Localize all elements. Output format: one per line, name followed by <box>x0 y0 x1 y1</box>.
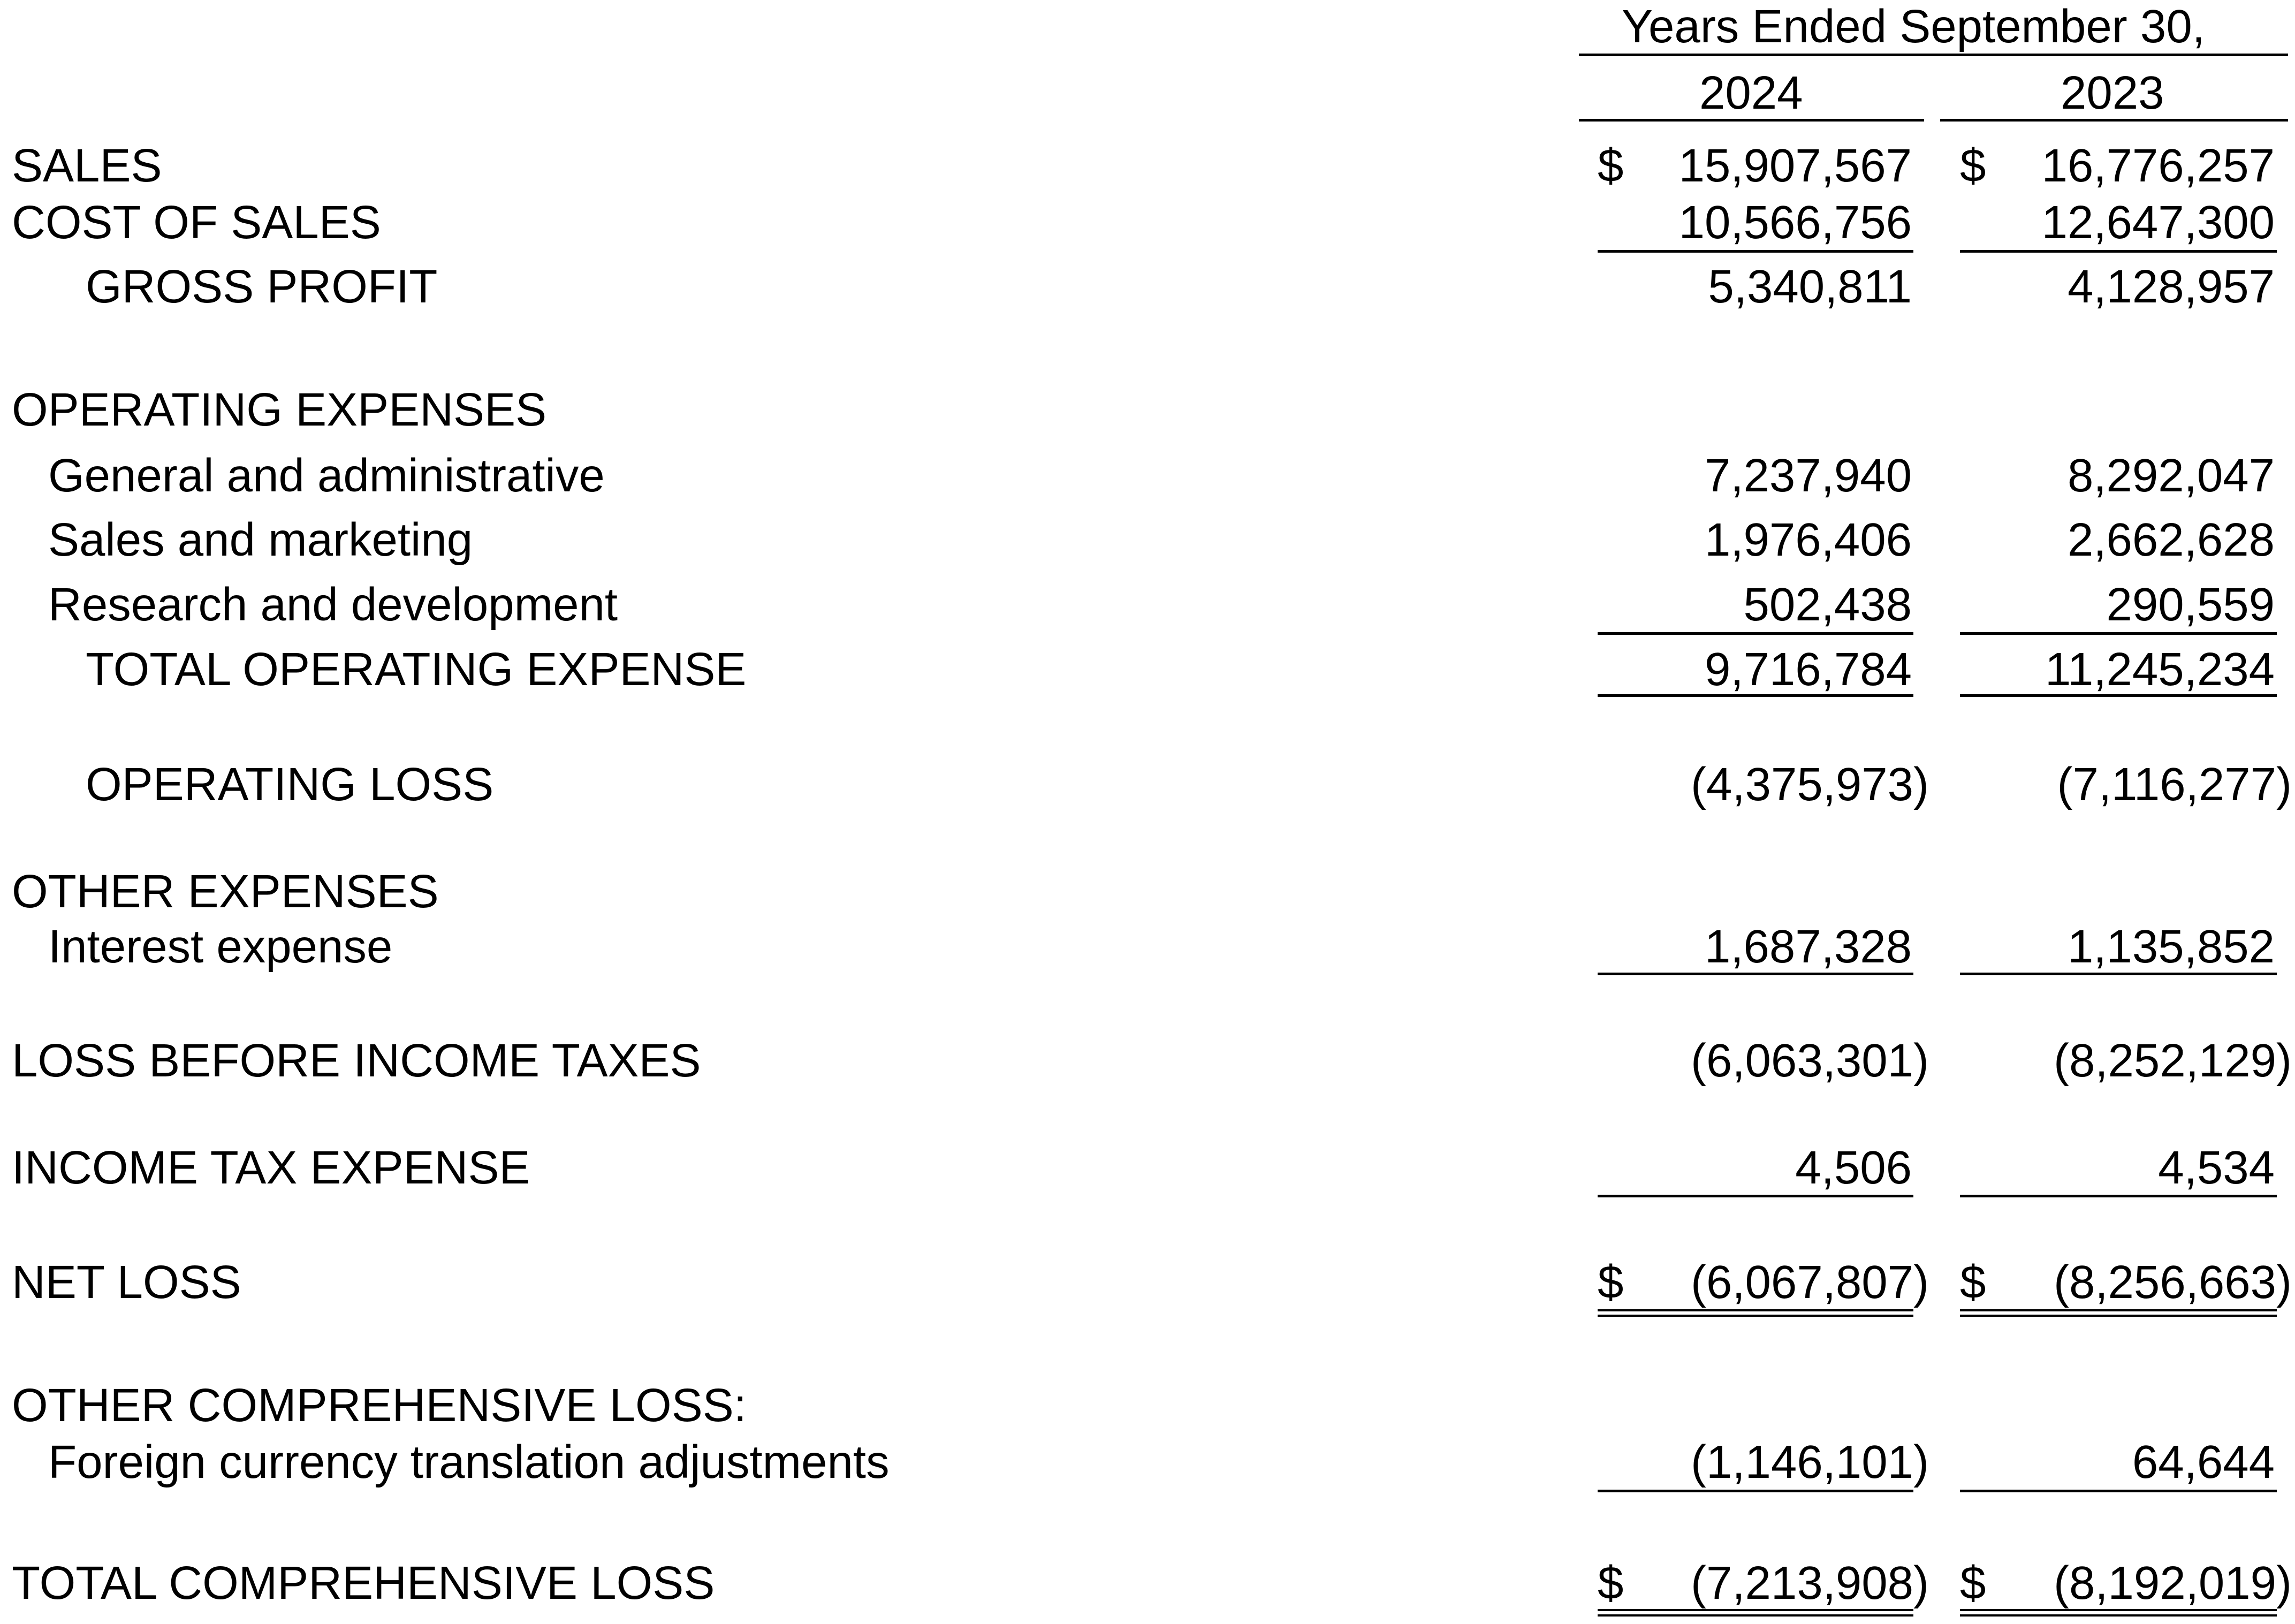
cost-of-sales-2024-value: 10,566,756 <box>1678 196 1912 248</box>
interest-expense-label: Interest expense <box>48 921 393 973</box>
research-development-2023-rule <box>1960 632 2277 635</box>
fx-translation-2023-value: 64,644 <box>2132 1436 2275 1488</box>
total-operating-expense-2024-value: 9,716,784 <box>1704 643 1912 695</box>
net-loss-2024-double-rule <box>1598 1309 1913 1317</box>
income-tax-expense-2024-rule <box>1598 1195 1913 1197</box>
cost-of-sales-2023-rule <box>1960 250 2277 253</box>
research-development-2024-rule <box>1598 632 1913 635</box>
interest-expense-2024-rule <box>1598 973 1913 975</box>
column-header-2023: 2023 <box>2061 67 2164 119</box>
research-development-label: Research and development <box>48 579 618 631</box>
fx-translation-label: Foreign currency translation adjustments <box>48 1436 890 1488</box>
general-admin-label: General and administrative <box>48 450 605 502</box>
sales-2024-value: 15,907,567 <box>1678 140 1912 192</box>
total-comprehensive-loss-2024-currency: $ <box>1598 1557 1624 1609</box>
other-comprehensive-heading: OTHER COMPREHENSIVE LOSS: <box>12 1379 747 1431</box>
loss-before-taxes-label: LOSS BEFORE INCOME TAXES <box>12 1035 701 1087</box>
income-tax-expense-2023-value: 4,534 <box>2158 1142 2275 1194</box>
column-header-2024: 2024 <box>1699 67 1803 119</box>
gross-profit-2024-value: 5,340,811 <box>1708 261 1912 313</box>
operating-expenses-heading: OPERATING EXPENSES <box>12 384 547 436</box>
sales-2024-currency: $ <box>1598 140 1624 192</box>
total-comprehensive-loss-2024-double-rule <box>1598 1609 1913 1617</box>
cost-of-sales-2024-rule <box>1598 250 1913 253</box>
interest-expense-2024-value: 1,687,328 <box>1704 921 1912 973</box>
total-operating-expense-2024-rule <box>1598 694 1913 697</box>
gross-profit-2023-value: 4,128,957 <box>2067 261 2275 313</box>
total-comprehensive-loss-2023-double-rule <box>1960 1609 2277 1617</box>
sales-marketing-label: Sales and marketing <box>48 514 473 566</box>
income-tax-expense-label: INCOME TAX EXPENSE <box>12 1142 530 1194</box>
sales-marketing-2024-value: 1,976,406 <box>1704 514 1912 566</box>
net-loss-2024-value: (6,067,807) <box>1691 1256 1929 1308</box>
general-admin-2024-value: 7,237,940 <box>1704 450 1912 502</box>
net-loss-2023-double-rule <box>1960 1309 2277 1317</box>
total-comprehensive-loss-2023-currency: $ <box>1960 1557 1986 1609</box>
net-loss-2023-currency: $ <box>1960 1256 1986 1308</box>
loss-before-taxes-2024-value: (6,063,301) <box>1691 1035 1929 1087</box>
sales-label: SALES <box>12 140 162 192</box>
cost-of-sales-2023-value: 12,647,300 <box>2041 196 2275 248</box>
total-operating-expense-2023-value: 11,245,234 <box>2045 643 2275 695</box>
fx-translation-2023-rule <box>1960 1490 2277 1492</box>
total-comprehensive-loss-2023-value: (8,192,019) <box>2054 1557 2292 1609</box>
income-tax-expense-2023-rule <box>1960 1195 2277 1197</box>
operating-loss-2023-value: (7,116,277) <box>2057 758 2292 810</box>
interest-expense-2023-rule <box>1960 973 2277 975</box>
cost-of-sales-label: COST OF SALES <box>12 196 381 248</box>
other-expenses-heading: OTHER EXPENSES <box>12 866 439 917</box>
loss-before-taxes-2023-value: (8,252,129) <box>2054 1035 2292 1087</box>
total-comprehensive-loss-2024-value: (7,213,908) <box>1691 1557 1929 1609</box>
net-loss-label: NET LOSS <box>12 1256 241 1308</box>
fx-translation-2024-value: (1,146,101) <box>1691 1436 1929 1488</box>
research-development-2024-value: 502,438 <box>1743 579 1912 631</box>
total-comprehensive-loss-label: TOTAL COMPREHENSIVE LOSS <box>12 1557 715 1609</box>
fx-translation-2024-rule <box>1598 1490 1913 1492</box>
total-operating-expense-2023-rule <box>1960 694 2277 697</box>
gross-profit-label: GROSS PROFIT <box>86 261 438 313</box>
operating-loss-label: OPERATING LOSS <box>86 758 494 810</box>
net-loss-2023-value: (8,256,663) <box>2054 1256 2292 1308</box>
operating-loss-2024-value: (4,375,973) <box>1691 758 1929 810</box>
net-loss-2024-currency: $ <box>1598 1256 1624 1308</box>
total-operating-expense-label: TOTAL OPERATING EXPENSE <box>86 643 747 695</box>
research-development-2023-value: 290,559 <box>2106 579 2275 631</box>
interest-expense-2023-value: 1,135,852 <box>2067 921 2275 973</box>
sales-marketing-2023-value: 2,662,628 <box>2067 514 2275 566</box>
column-header-2023-rule <box>1940 119 2288 122</box>
income-tax-expense-2024-value: 4,506 <box>1795 1142 1912 1194</box>
sales-2023-value: 16,776,257 <box>2041 140 2275 192</box>
period-title: Years Ended September 30, <box>1622 1 2205 52</box>
general-admin-2023-value: 8,292,047 <box>2067 450 2275 502</box>
period-title-rule <box>1579 54 2288 56</box>
column-header-2024-rule <box>1579 119 1924 122</box>
sales-2023-currency: $ <box>1960 140 1986 192</box>
